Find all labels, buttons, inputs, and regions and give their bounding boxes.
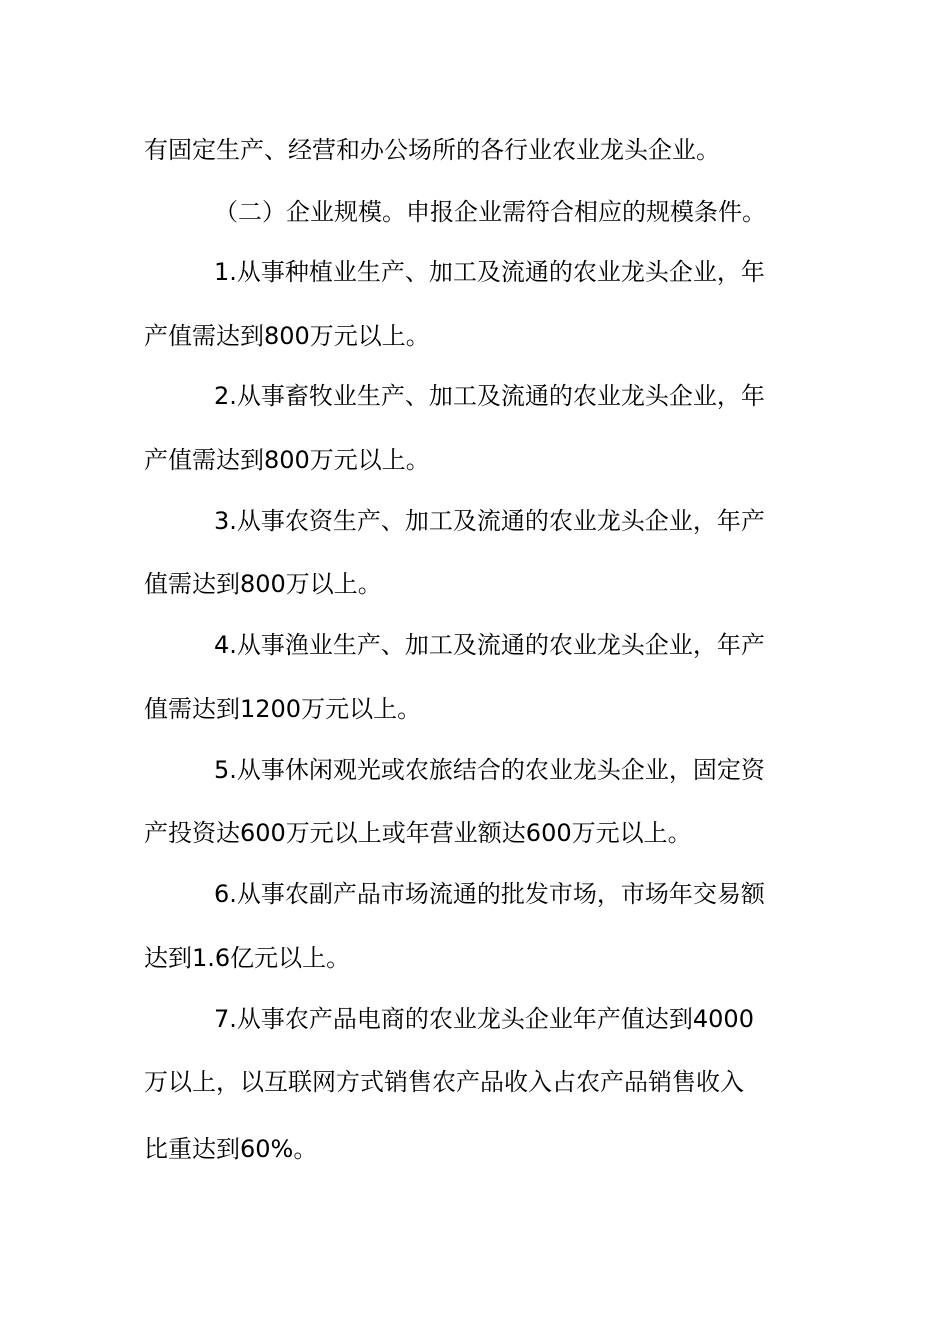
list-item-1-line-1: 1.从事种植业生产、加工及流通的农业龙头企业，年 (214, 258, 765, 286)
list-item-6-line-1: 6.从事农副产品市场流通的批发市场，市场年交易额 (214, 880, 765, 908)
paragraph-line: 有固定生产、经营和办公场所的各行业农业龙头企业。 (144, 136, 720, 164)
list-item-6-line-2: 达到1.6亿元以上。 (144, 944, 351, 972)
section-heading: （二）企业规模。申报企业需符合相应的规模条件。 (214, 198, 766, 226)
list-item-7-line-2: 万以上，以互联网方式销售农产品收入占农产品销售收入 (144, 1068, 744, 1096)
list-item-2-line-1: 2.从事畜牧业生产、加工及流通的农业龙头企业，年 (214, 382, 765, 410)
list-item-2-line-2: 产值需达到800万元以上。 (144, 446, 430, 474)
list-item-7-line-1: 7.从事农产品电商的农业龙头企业年产值达到4000 (214, 1005, 754, 1033)
list-item-3-line-1: 3.从事农资生产、加工及流通的农业龙头企业，年产 (214, 507, 765, 535)
list-item-7-line-3: 比重达到60%。 (144, 1135, 318, 1163)
list-item-5-line-1: 5.从事休闲观光或农旅结合的农业龙头企业，固定资 (214, 756, 765, 784)
list-item-5-line-2: 产投资达600万元以上或年营业额达600万元以上。 (144, 819, 692, 847)
list-item-1-line-2: 产值需达到800万元以上。 (144, 322, 430, 350)
list-item-3-line-2: 值需达到800万以上。 (144, 570, 382, 598)
list-item-4-line-2: 值需达到1200万元以上。 (144, 695, 422, 723)
list-item-4-line-1: 4.从事渔业生产、加工及流通的农业龙头企业，年产 (214, 631, 765, 659)
